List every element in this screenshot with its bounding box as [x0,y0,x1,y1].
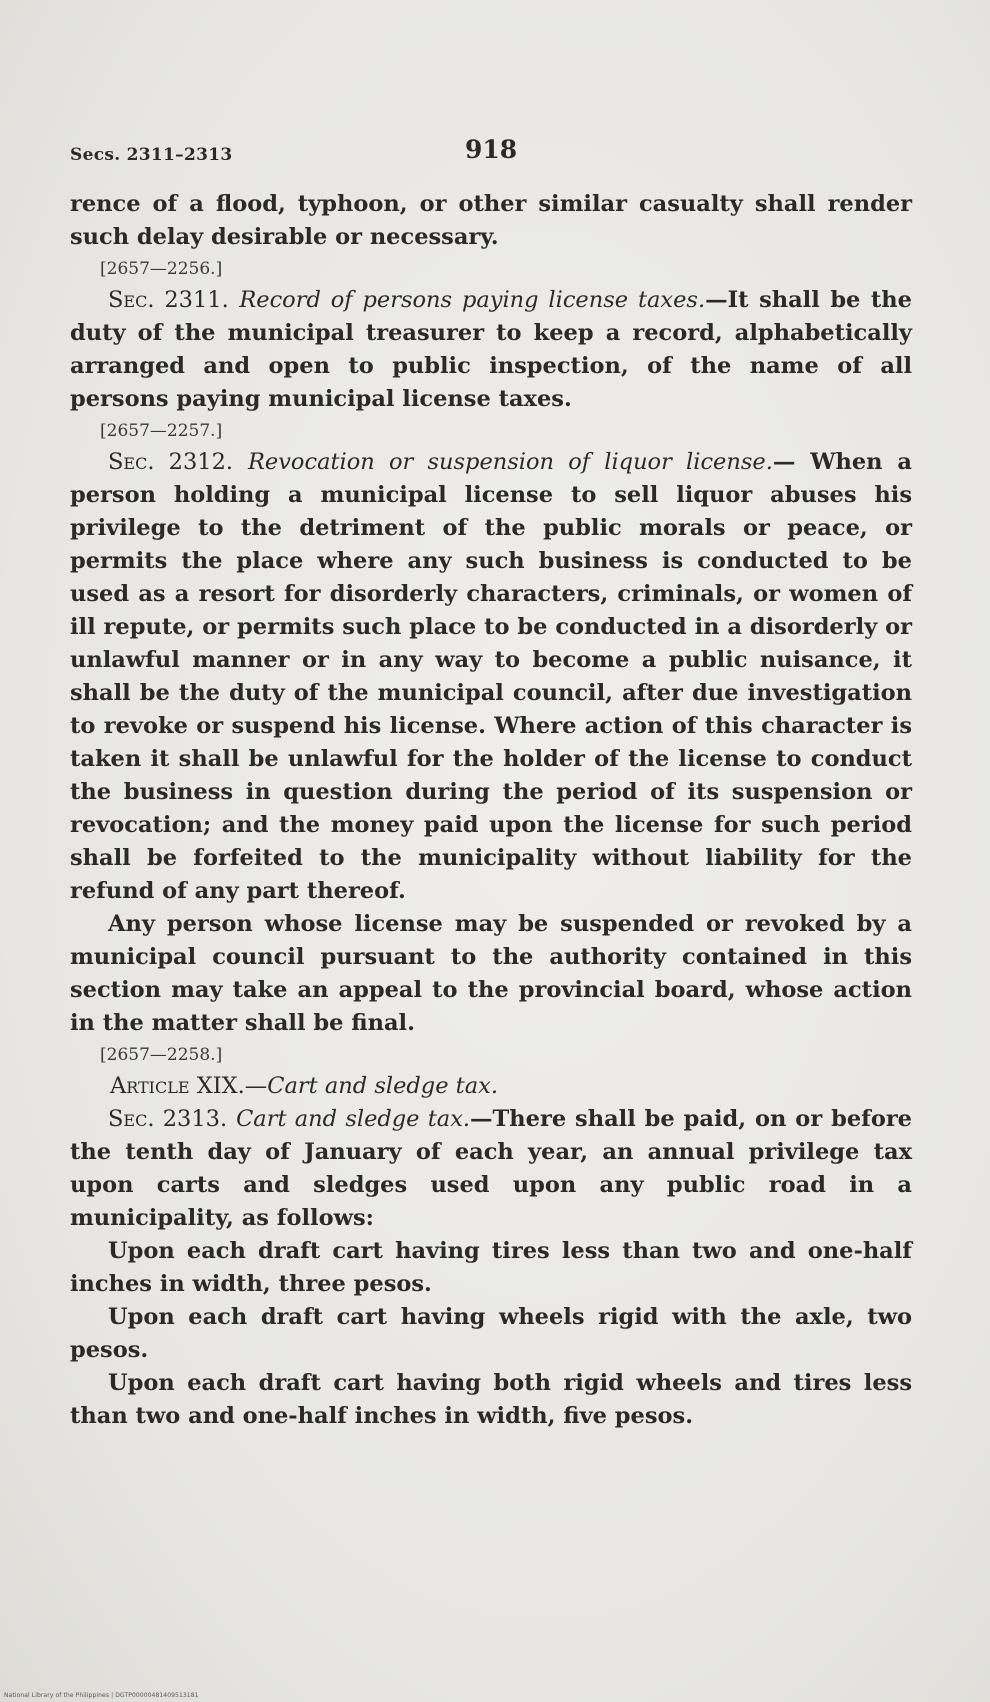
article-title: —Cart and sledge tax. [244,1073,498,1099]
reference-citation: [2657—2257.] [100,421,223,441]
reference-citation: [2657—2258.] [100,1045,223,1065]
tax-item: Upon each draft cart having wheels rigid with the axle, two pesos. [70,1304,912,1363]
page-number: 918 [465,135,518,164]
page-body [70,188,912,1433]
article-label: Article XIX. [110,1073,245,1099]
section-text: —It shall be the duty of the municipal treasurer to keep a record, alphabetically arranged and open to public inspection, of the name of all persons paying municipal license taxes. [70,287,912,412]
section-text: —There shall be paid, on or before the tenth day of January of each year, an annual privilege tax upon carts and sledges used upon any public road in a municipality, as follows: [70,1106,912,1231]
section-label: Sec. 2312. [108,449,234,475]
page-header [70,135,910,175]
section-2312 [70,446,912,908]
article-heading [70,1070,912,1103]
section-title: Cart and sledge tax. [236,1106,471,1132]
section-label: Sec. 2311. [108,287,229,313]
section-label: Sec. 2313. [108,1106,228,1132]
section-range: Secs. 2311–2313 [70,145,233,165]
section-2312-paragraph-2: Any person whose license may be suspended or revoked by a municipal council pursuant to the authority contained in this section may take an appeal to the provincial board, whose action in the matter shall be final. [70,911,912,1036]
section-text: — When a person holding a municipal license to sell liquor abuses his privilege to the detriment of the public morals or peace, or permits the place where any such business is conducted to be used as a resort for disorderly characters, criminals, or women of ill repute, or permits such place to be conducted in a disorderly or unlawful manner or in any way to become a public nuisance, it shall be the duty of the municipal council, after due investigation to revoke or suspend his license. Where action of this character is taken it shall be unlawful for the holder of the license to conduct the business in question during the period of its suspension or revocation; and the money paid upon the license for such period shall be forfeited to the municipality without liability for the refund of any part thereof. [70,449,912,904]
paragraph-continuation: rence of a flood, typhoon, or other similar casualty shall render such delay desirable or necessary. [70,191,912,250]
section-2313 [70,1103,912,1235]
scan-footer: National Library of the Philippines | DGTP00000481409513181 [4,1692,199,1699]
tax-item: Upon each draft cart having both rigid wheels and tires less than two and one-half inches in width, five pesos. [70,1370,912,1429]
section-title: Record of persons paying license taxes. [239,287,706,313]
tax-item: Upon each draft cart having tires less than two and one-half inches in width, three pesos. [70,1238,912,1297]
section-2311 [70,284,912,416]
reference-citation: [2657—2256.] [100,259,223,279]
section-title: Revocation or suspension of liquor license. [247,449,773,475]
